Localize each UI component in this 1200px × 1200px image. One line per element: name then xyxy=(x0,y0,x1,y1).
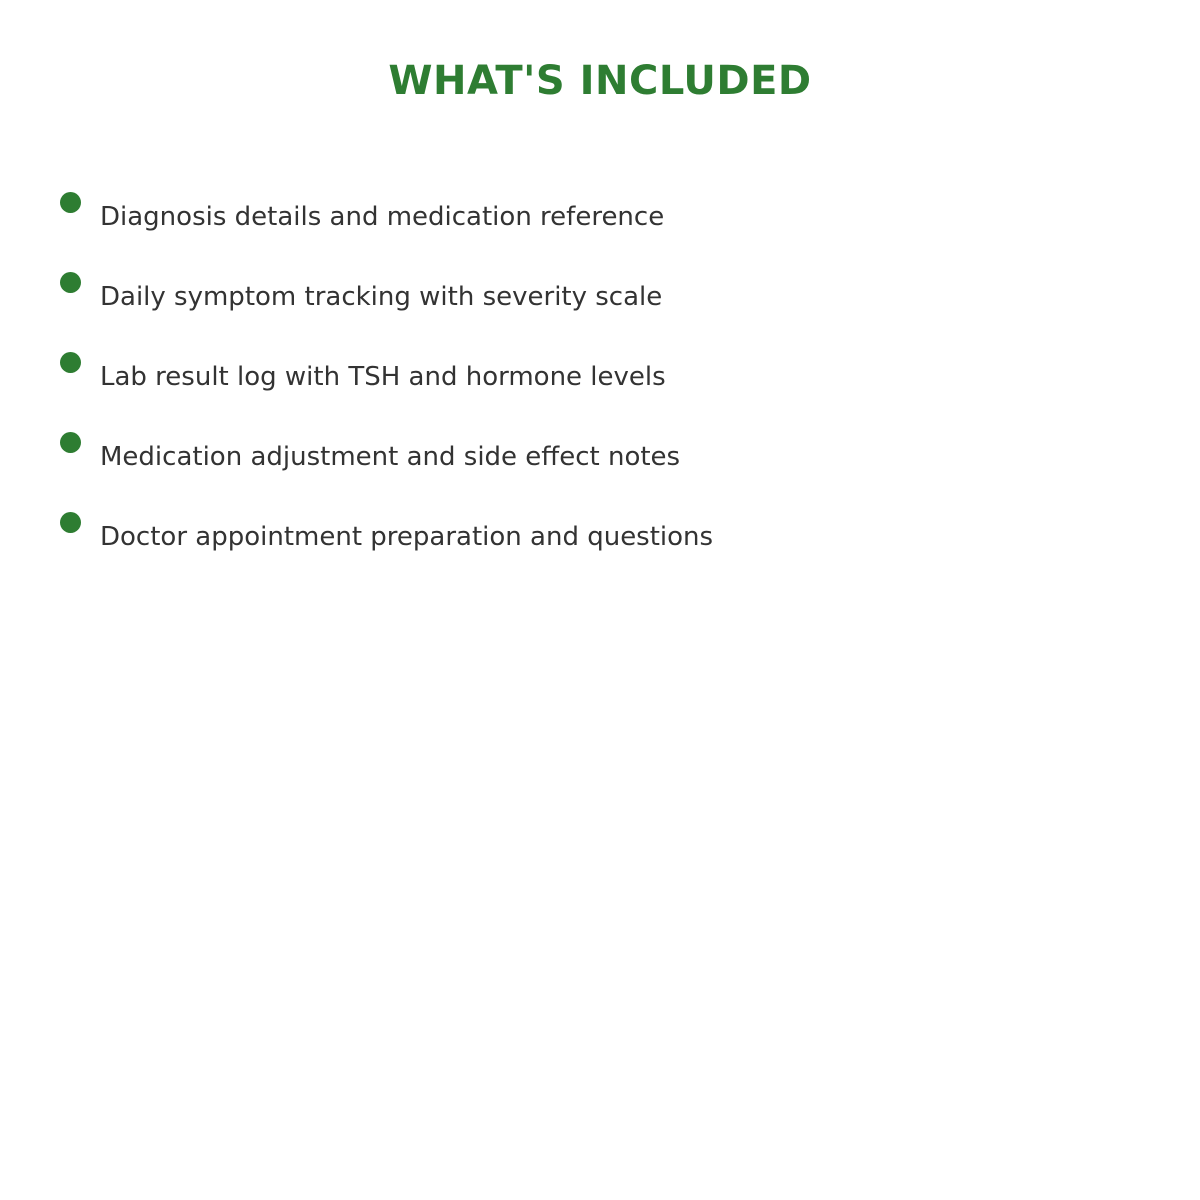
list-item xyxy=(0,430,1200,510)
list-item xyxy=(0,190,1200,270)
feature-label: Diagnosis details and medication reference xyxy=(100,202,665,232)
feature-label: Medication adjustment and side effect notes xyxy=(100,442,681,472)
list-item xyxy=(0,350,1200,430)
bullet-dot-icon xyxy=(60,272,81,293)
feature-list xyxy=(0,190,1200,590)
feature-label: Daily symptom tracking with severity scale xyxy=(100,282,663,312)
bullet-dot-icon xyxy=(60,352,81,373)
feature-label: Doctor appointment preparation and questions xyxy=(100,522,714,552)
bullet-dot-icon xyxy=(60,192,81,213)
page-title: WHAT'S INCLUDED xyxy=(388,58,812,104)
list-item xyxy=(0,270,1200,350)
list-item xyxy=(0,510,1200,590)
bullet-dot-icon xyxy=(60,512,81,533)
bullet-dot-icon xyxy=(60,432,81,453)
feature-label: Lab result log with TSH and hormone levels xyxy=(100,362,666,392)
